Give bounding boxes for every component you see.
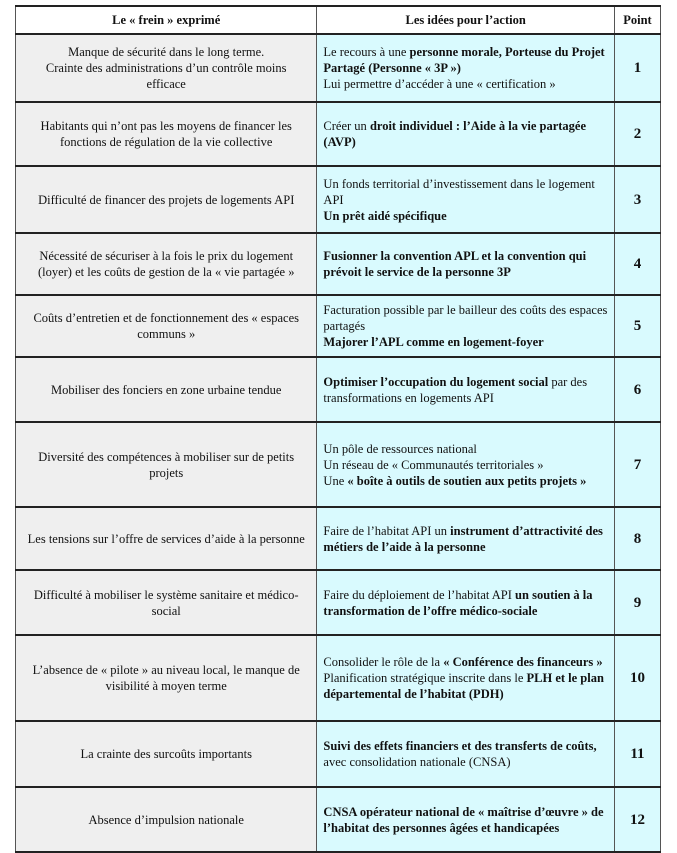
frein-text: Difficulté à mobiliser le système sanitaire et médico-social <box>33 587 299 618</box>
table-row <box>16 357 661 422</box>
idee-text: Faire de l’habitat API un <box>323 523 451 538</box>
point-number: 10 <box>614 635 660 721</box>
table-row <box>16 570 661 635</box>
table-row <box>16 635 661 721</box>
idee-text: Créer un <box>323 119 370 133</box>
frein-text: Les tensions sur l’offre de services d’aide à la personne <box>27 531 305 546</box>
table-body <box>16 34 661 852</box>
idee-text: Un fonds territorial d’investissement dans le logement API <box>323 176 595 207</box>
idee-text-bold: « Conférence des financeurs » <box>443 655 603 669</box>
idee-text: Faire du déploiement de l’habitat API <box>323 587 516 602</box>
idee-text: Un pôle de ressources national <box>323 441 477 456</box>
frein-text: La crainte des surcoûts importants <box>80 747 252 761</box>
frein-cell <box>16 102 317 166</box>
frein-text: Crainte des administrations d’un contrôle moins efficace <box>45 61 287 91</box>
idee-text: avec consolidation nationale (CNSA) <box>323 755 511 769</box>
idee-line <box>323 76 608 92</box>
frein-cell <box>16 570 317 635</box>
frein-text: Diversité des compétences à mobiliser sur de petits projets <box>38 449 295 480</box>
idee-line <box>323 738 608 770</box>
idees-cell <box>317 166 615 233</box>
table-row <box>16 102 661 166</box>
idee-text: par des transformations en logements API <box>323 374 588 405</box>
point-number: 3 <box>614 166 660 233</box>
point-number: 4 <box>614 233 660 295</box>
point-number: 7 <box>614 422 660 507</box>
idees-cell <box>317 721 615 787</box>
frein-text: L’absence de « pilote » au niveau local, le manque de visibilité à moyen terme <box>32 663 300 693</box>
idee-text: Facturation possible par le bailleur des coûts des espaces partagés <box>323 303 608 333</box>
idee-text: Une <box>323 473 348 488</box>
idee-line <box>323 208 608 224</box>
frein-text: Manque de sécurité dans le long terme. <box>68 45 265 59</box>
idee-line <box>323 523 608 555</box>
point-number: 11 <box>614 721 660 787</box>
point-number: 5 <box>614 295 660 357</box>
idees-cell <box>317 295 615 357</box>
frein-text: Coûts d’entretien et de fonctionnement des « espaces communs » <box>33 311 299 341</box>
idee-line <box>323 374 608 406</box>
idee-line <box>323 654 608 670</box>
table-row <box>16 166 661 233</box>
idee-text-bold: CNSA opérateur national de « maîtrise d’œuvre » de l’habitat des personnes âgées et handicapées <box>323 804 604 835</box>
header-point: Point <box>614 6 660 34</box>
idee-line <box>323 441 608 457</box>
idee-line <box>323 670 608 702</box>
idee-text-bold: « boîte à outils de soutien aux petits projets » <box>347 473 587 488</box>
idee-line <box>323 118 608 150</box>
idees-cell <box>317 507 615 570</box>
idee-text-bold: Fusionner la convention APL et la convention qui prévoit le service de la personne 3P <box>323 249 587 279</box>
frein-text: Nécessité de sécuriser à la fois le prix du logement (loyer) et les coûts de gestion de la « vie partagée » <box>37 249 295 279</box>
idees-cell <box>317 233 615 295</box>
idee-line <box>323 248 608 280</box>
point-number: 12 <box>614 787 660 852</box>
idee-line <box>323 473 608 489</box>
idee-text-bold: personne morale, Porteuse du Projet Partagé (Personne « 3P ») <box>323 45 605 75</box>
idees-cell <box>317 102 615 166</box>
action-table <box>15 5 661 853</box>
frein-cell <box>16 357 317 422</box>
idees-cell <box>317 357 615 422</box>
frein-cell <box>16 233 317 295</box>
idee-text: Lui permettre d’accéder à une « certification » <box>323 77 556 91</box>
point-number: 6 <box>614 357 660 422</box>
frein-text: Habitants qui n’ont pas les moyens de financer les fonctions de régulation de la vie collective <box>40 119 292 149</box>
table-row <box>16 507 661 570</box>
idee-line <box>323 176 608 208</box>
idee-line <box>323 44 608 76</box>
idee-text-bold: instrument d’attractivité des métiers de l’aide à la personne <box>323 523 603 554</box>
idees-cell <box>317 635 615 721</box>
idee-text-bold: droit individuel : l’Aide à la vie partagée (AVP) <box>323 119 587 149</box>
point-number: 8 <box>614 507 660 570</box>
frein-text: Absence d’impulsion nationale <box>88 812 244 827</box>
idee-text-bold: Suivi des effets financiers et des transferts de coûts, <box>323 739 597 753</box>
frein-cell <box>16 34 317 102</box>
frein-cell <box>16 507 317 570</box>
frein-cell <box>16 635 317 721</box>
idee-line <box>323 804 608 836</box>
idees-cell <box>317 422 615 507</box>
header-row <box>16 6 661 34</box>
action-table-container <box>15 5 661 853</box>
idee-text-bold: Majorer l’APL comme en logement-foyer <box>323 335 544 349</box>
table-row <box>16 787 661 852</box>
idee-text-bold: Optimiser l’occupation du logement social <box>323 374 549 389</box>
idee-line <box>323 302 608 334</box>
frein-text: Difficulté de financer des projets de logements API <box>38 192 295 207</box>
frein-cell <box>16 422 317 507</box>
table-row <box>16 34 661 102</box>
frein-cell <box>16 166 317 233</box>
idee-line <box>323 457 608 473</box>
header-idees: Les idées pour l’action <box>317 6 615 34</box>
idee-text: Un réseau de « Communautés territoriales » <box>323 457 544 472</box>
point-number: 1 <box>614 34 660 102</box>
idees-cell <box>317 570 615 635</box>
frein-text: Mobiliser des fonciers en zone urbaine tendue <box>50 382 282 397</box>
frein-cell <box>16 721 317 787</box>
idee-line <box>323 587 608 619</box>
idee-text: Planification stratégique inscrite dans le <box>323 671 527 685</box>
table-row <box>16 721 661 787</box>
table-row <box>16 233 661 295</box>
table-row <box>16 422 661 507</box>
idee-text-bold: Un prêt aidé spécifique <box>323 208 447 223</box>
header-frein: Le « frein » exprimé <box>16 6 317 34</box>
idee-text: Consolider le rôle de la <box>323 655 444 669</box>
idee-text: Le recours à une <box>323 45 410 59</box>
idee-text-bold: un soutien à la transformation de l’offre médico-sociale <box>323 587 593 618</box>
idee-text-bold: PLH et le plan départemental de l’habitat (PDH) <box>323 671 604 701</box>
table-row <box>16 295 661 357</box>
frein-cell <box>16 787 317 852</box>
frein-cell <box>16 295 317 357</box>
idees-cell <box>317 787 615 852</box>
idees-cell <box>317 34 615 102</box>
point-number: 9 <box>614 570 660 635</box>
idee-line <box>323 334 608 350</box>
point-number: 2 <box>614 102 660 166</box>
